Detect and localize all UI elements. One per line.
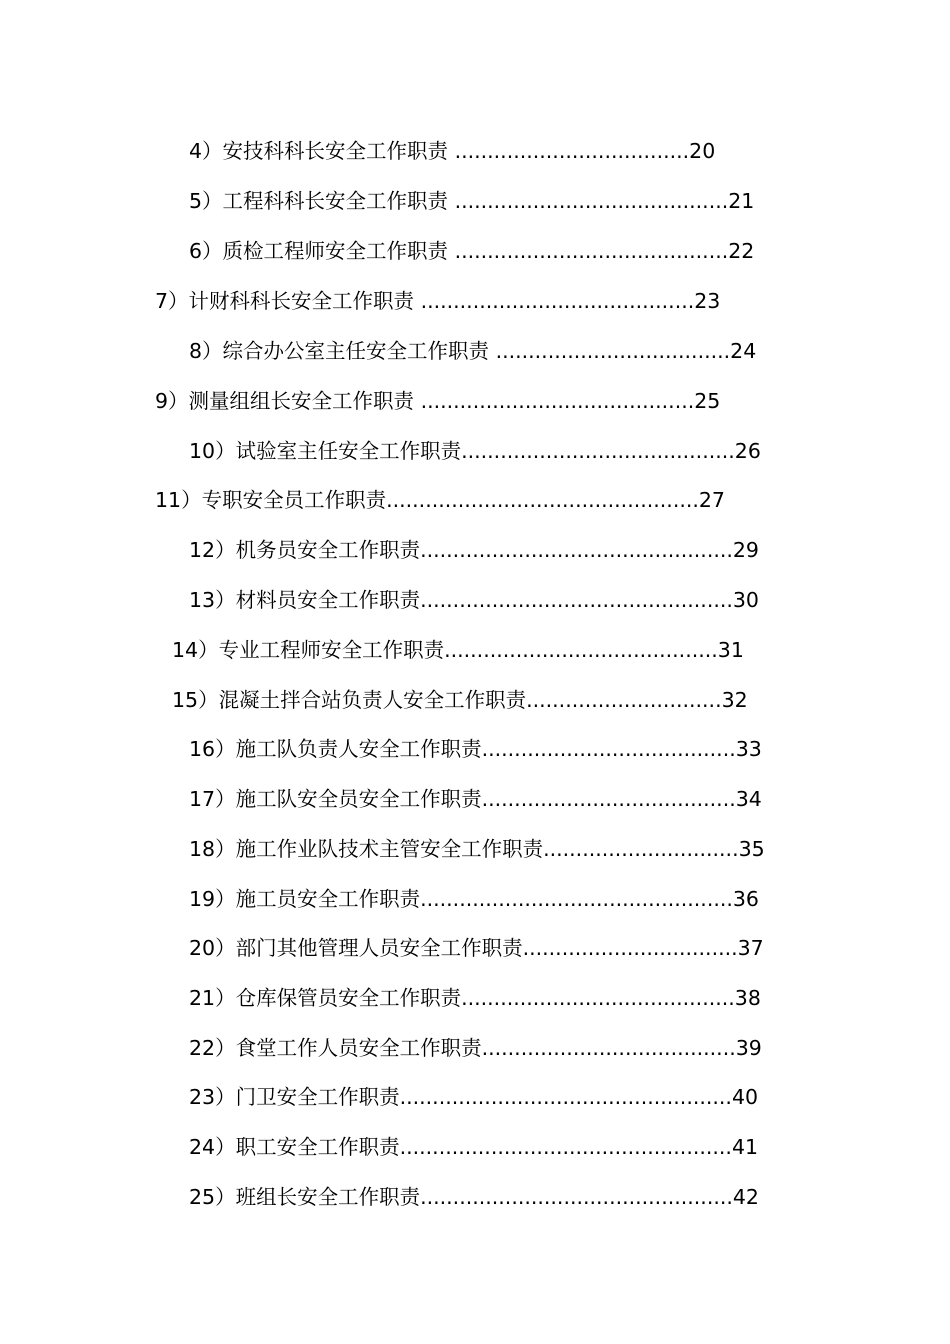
- toc-entry-label: 20）部门其他管理人员安全工作职责: [189, 936, 523, 960]
- toc-page-number: 21: [728, 189, 755, 213]
- toc-leader-dots: ..............................: [543, 837, 739, 861]
- toc-page-number: 30: [732, 588, 759, 612]
- toc-page-number: 20: [689, 139, 716, 163]
- toc-entry[interactable]: [189, 1132, 758, 1162]
- toc-entry-label: 12）机务员安全工作职责: [189, 538, 421, 562]
- toc-leader-dots: ..........................................: [444, 638, 718, 662]
- toc-leader-dots: ..............................: [526, 688, 722, 712]
- toc-entry-label: 24）职工安全工作职责: [189, 1135, 400, 1159]
- toc-entry[interactable]: [172, 685, 748, 715]
- toc-entry-label: 25）班组长安全工作职责: [189, 1185, 421, 1209]
- toc-leader-dots: ..........................................: [420, 289, 695, 313]
- toc-leader-dots: ................................................: [420, 588, 733, 612]
- toc-entry[interactable]: [189, 585, 759, 615]
- toc-entry[interactable]: [189, 236, 754, 266]
- toc-leader-dots: ..........................................: [454, 239, 729, 263]
- toc-leader-dots: ..........................................: [461, 439, 735, 463]
- toc-page-number: 23: [694, 289, 721, 313]
- toc-entry-label: 9）测量组组长安全工作职责: [155, 389, 421, 413]
- toc-entry[interactable]: [189, 1033, 762, 1063]
- toc-entry-label: 22）食堂工作人员安全工作职责: [189, 1036, 482, 1060]
- toc-entry[interactable]: [189, 136, 715, 166]
- toc-entry[interactable]: [189, 983, 761, 1013]
- toc-page-number: 34: [735, 787, 762, 811]
- toc-leader-dots: ................................................: [420, 538, 733, 562]
- toc-entry-label: 19）施工员安全工作职责: [189, 887, 421, 911]
- toc-page-number: 22: [728, 239, 755, 263]
- toc-page-number: 41: [731, 1135, 759, 1159]
- toc-entry[interactable]: [172, 635, 744, 665]
- toc-entry[interactable]: [189, 336, 756, 366]
- toc-entry-label: 15）混凝土拌合站负责人安全工作职责: [172, 688, 527, 712]
- toc-page-number: 40: [731, 1085, 759, 1109]
- toc-entry[interactable]: [155, 485, 725, 515]
- toc-entry-label: 5）工程科科长安全工作职责: [189, 189, 455, 213]
- toc-entry-label: 23）门卫安全工作职责: [189, 1085, 400, 1109]
- toc-page-number: 29: [732, 538, 759, 562]
- toc-page-number: 26: [734, 439, 761, 463]
- toc-leader-dots: ....................................: [495, 339, 731, 363]
- toc-entry-label: 7）计财科科长安全工作职责: [155, 289, 421, 313]
- toc-entry-label: 13）材料员安全工作职责: [189, 588, 421, 612]
- toc-entry-label: 11）专职安全员工作职责: [155, 488, 387, 512]
- toc-page-number: 37: [737, 936, 764, 960]
- toc-page-number: 35: [738, 837, 765, 861]
- toc-entry[interactable]: [189, 884, 759, 914]
- toc-entry[interactable]: [189, 834, 765, 864]
- toc-entry[interactable]: [155, 286, 720, 316]
- toc-page-number: 42: [732, 1185, 759, 1209]
- toc-entry-label: 16）施工队负责人安全工作职责: [189, 737, 482, 761]
- toc-entry-label: 14）专业工程师安全工作职责: [172, 638, 445, 662]
- toc-leader-dots: ..........................................: [420, 389, 695, 413]
- toc-page-number: 25: [694, 389, 721, 413]
- toc-leader-dots: ....................................: [454, 139, 690, 163]
- toc-page-number: 24: [730, 339, 757, 363]
- toc-entry-label: 21）仓库保管员安全工作职责: [189, 986, 462, 1010]
- toc-entry[interactable]: [189, 186, 754, 216]
- toc-leader-dots: ..........................................: [454, 189, 729, 213]
- toc-leader-dots: .......................................: [481, 737, 736, 761]
- toc-leader-dots: .................................: [522, 936, 738, 960]
- toc-entry[interactable]: [189, 1082, 758, 1112]
- toc-entry-label: 10）试验室主任安全工作职责: [189, 439, 462, 463]
- toc-entry-label: 18）施工作业队技术主管安全工作职责: [189, 837, 544, 861]
- toc-page-number: 39: [735, 1036, 762, 1060]
- toc-page-number: 31: [717, 638, 744, 662]
- toc-leader-dots: .......................................: [481, 787, 736, 811]
- toc-entry-label: 8）综合办公室主任安全工作职责: [189, 339, 496, 363]
- toc-entry[interactable]: [189, 734, 762, 764]
- toc-entry[interactable]: [189, 535, 759, 565]
- toc-page-number: 27: [698, 488, 725, 512]
- toc-entry[interactable]: [189, 933, 764, 963]
- toc-entry[interactable]: [189, 1182, 759, 1212]
- toc-leader-dots: ................................................: [420, 1185, 733, 1209]
- toc-leader-dots: ...................................................: [399, 1135, 732, 1159]
- toc-entry-label: 6）质检工程师安全工作职责: [189, 239, 455, 263]
- toc-entry-label: 4）安技科科长安全工作职责: [189, 139, 455, 163]
- toc-entry[interactable]: [189, 436, 761, 466]
- toc-entry[interactable]: [189, 784, 762, 814]
- toc-page-number: 32: [721, 688, 748, 712]
- toc-leader-dots: ..........................................: [461, 986, 735, 1010]
- toc-leader-dots: ................................................: [386, 488, 699, 512]
- toc-entry-label: 17）施工队安全员安全工作职责: [189, 787, 482, 811]
- toc-leader-dots: ................................................: [420, 887, 733, 911]
- toc-page-number: 33: [735, 737, 762, 761]
- toc-entry[interactable]: [155, 386, 720, 416]
- toc-leader-dots: .......................................: [481, 1036, 736, 1060]
- toc-leader-dots: ...................................................: [399, 1085, 732, 1109]
- toc-page-number: 38: [734, 986, 761, 1010]
- toc-page-number: 36: [732, 887, 759, 911]
